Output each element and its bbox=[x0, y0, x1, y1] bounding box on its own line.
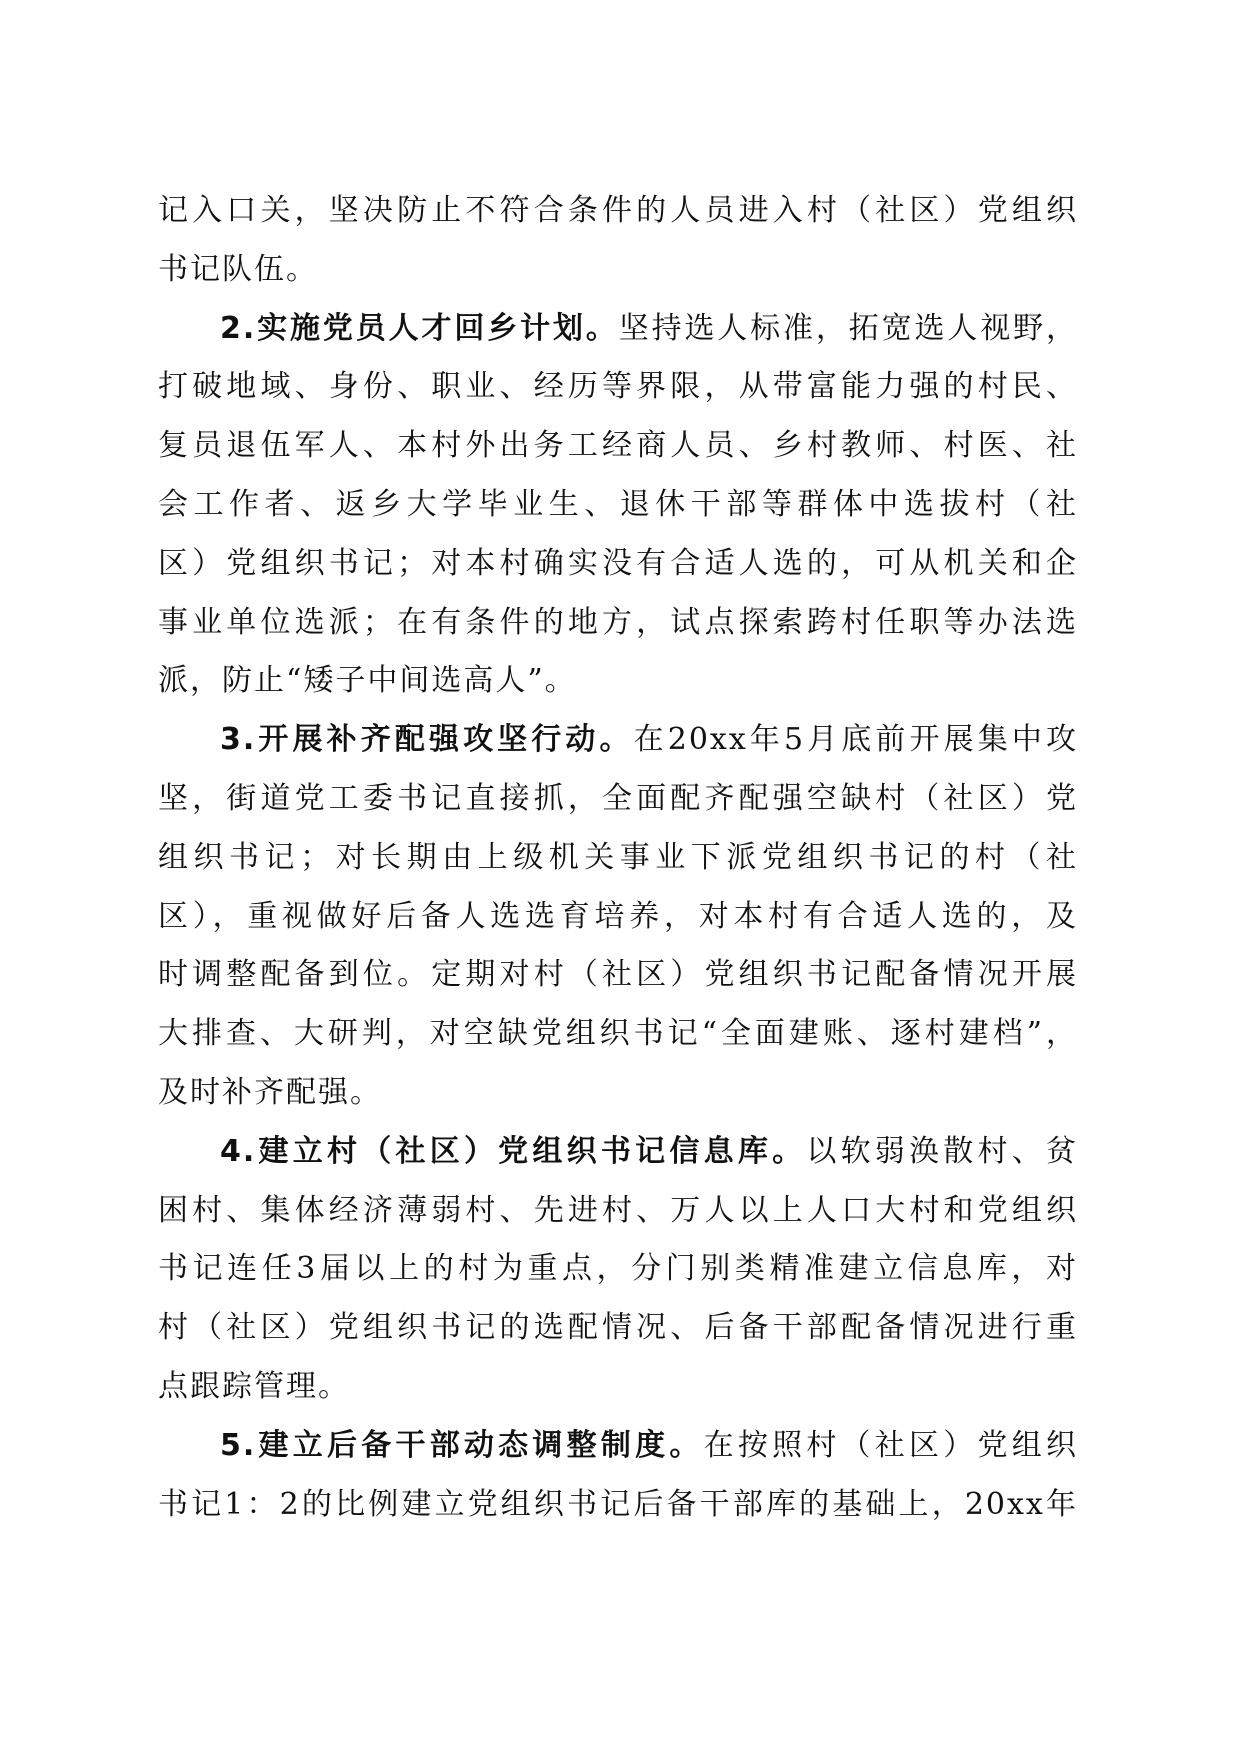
text-line: 及时补齐配强。 bbox=[158, 1074, 382, 1110]
text-line: 书记连任3届以上的村为重点，分门别类精准建立信息库，对 bbox=[158, 1251, 1078, 1287]
text-line: 区）党组织书记；对本村确实没有合适人选的，可从机关和企 bbox=[158, 545, 1078, 581]
text-span: 坚持选人标准，拓宽选人视野， bbox=[618, 310, 1078, 346]
section-heading: 2.实施党员人才回乡计划。 bbox=[220, 310, 619, 346]
text-line: 记入口关，坚决防止不符合条件的人员进入村（社区）党组织 bbox=[158, 193, 1078, 228]
text-line: 事业单位选派；在有条件的地方，试点探索跨村任职等办法选 bbox=[158, 604, 1078, 640]
paragraph-first-line bbox=[158, 1123, 1078, 1182]
section-heading: 3.开展补齐配强攻坚行动。 bbox=[220, 722, 634, 758]
text-line: 会工作者、返乡大学毕业生、退休干部等群体中选拔村（社 bbox=[158, 486, 1078, 522]
section-heading: 5.建立后备干部动态调整制度。 bbox=[220, 1427, 704, 1463]
text-line: 时调整配备到位。定期对村（社区）党组织书记配备情况开展 bbox=[158, 957, 1078, 993]
document-body bbox=[158, 182, 1078, 1534]
text-line: 打破地域、身份、职业、经历等界限，从带富能力强的村民、 bbox=[158, 369, 1078, 405]
paragraph-first-line bbox=[158, 711, 1078, 770]
text-line: 书记1：2的比例建立党组织书记后备干部库的基础上，20xx年 bbox=[158, 1486, 1078, 1522]
text-line: 书记队伍。 bbox=[158, 251, 318, 287]
text-span: 以软弱涣散村、贫 bbox=[806, 1133, 1078, 1169]
paragraph-first-line bbox=[158, 300, 1078, 359]
text-span: 在按照村（社区）党组织 bbox=[703, 1427, 1078, 1463]
text-line: 困村、集体经济薄弱村、先进村、万人以上人口大村和党组织 bbox=[158, 1192, 1078, 1228]
text-line: 大排查、大研判，对空缺党组织书记“全面建账、逐村建档”， bbox=[158, 1016, 1078, 1052]
text-line: 派，防止“矮子中间选高人”。 bbox=[158, 663, 577, 699]
text-line: 组织书记；对长期由上级机关事业下派党组织书记的村（社 bbox=[158, 839, 1078, 875]
text-line: 坚，街道党工委书记直接抓，全面配齐配强空缺村（社区）党 bbox=[158, 780, 1078, 816]
text-line: 点跟踪管理。 bbox=[158, 1368, 350, 1404]
paragraph-first-line bbox=[158, 1417, 1078, 1476]
text-line: 复员退伍军人、本村外出务工经商人员、乡村教师、村医、社 bbox=[158, 428, 1078, 464]
section-heading: 4.建立村（社区）党组织书记信息库。 bbox=[220, 1133, 807, 1169]
text-line: 村（社区）党组织书记的选配情况、后备干部配备情况进行重 bbox=[158, 1310, 1078, 1346]
text-line: 区），重视做好后备人选选育培养，对本村有合适人选的，及 bbox=[158, 898, 1078, 934]
text-span: 在20xx年5月底前开展集中攻 bbox=[633, 722, 1078, 758]
